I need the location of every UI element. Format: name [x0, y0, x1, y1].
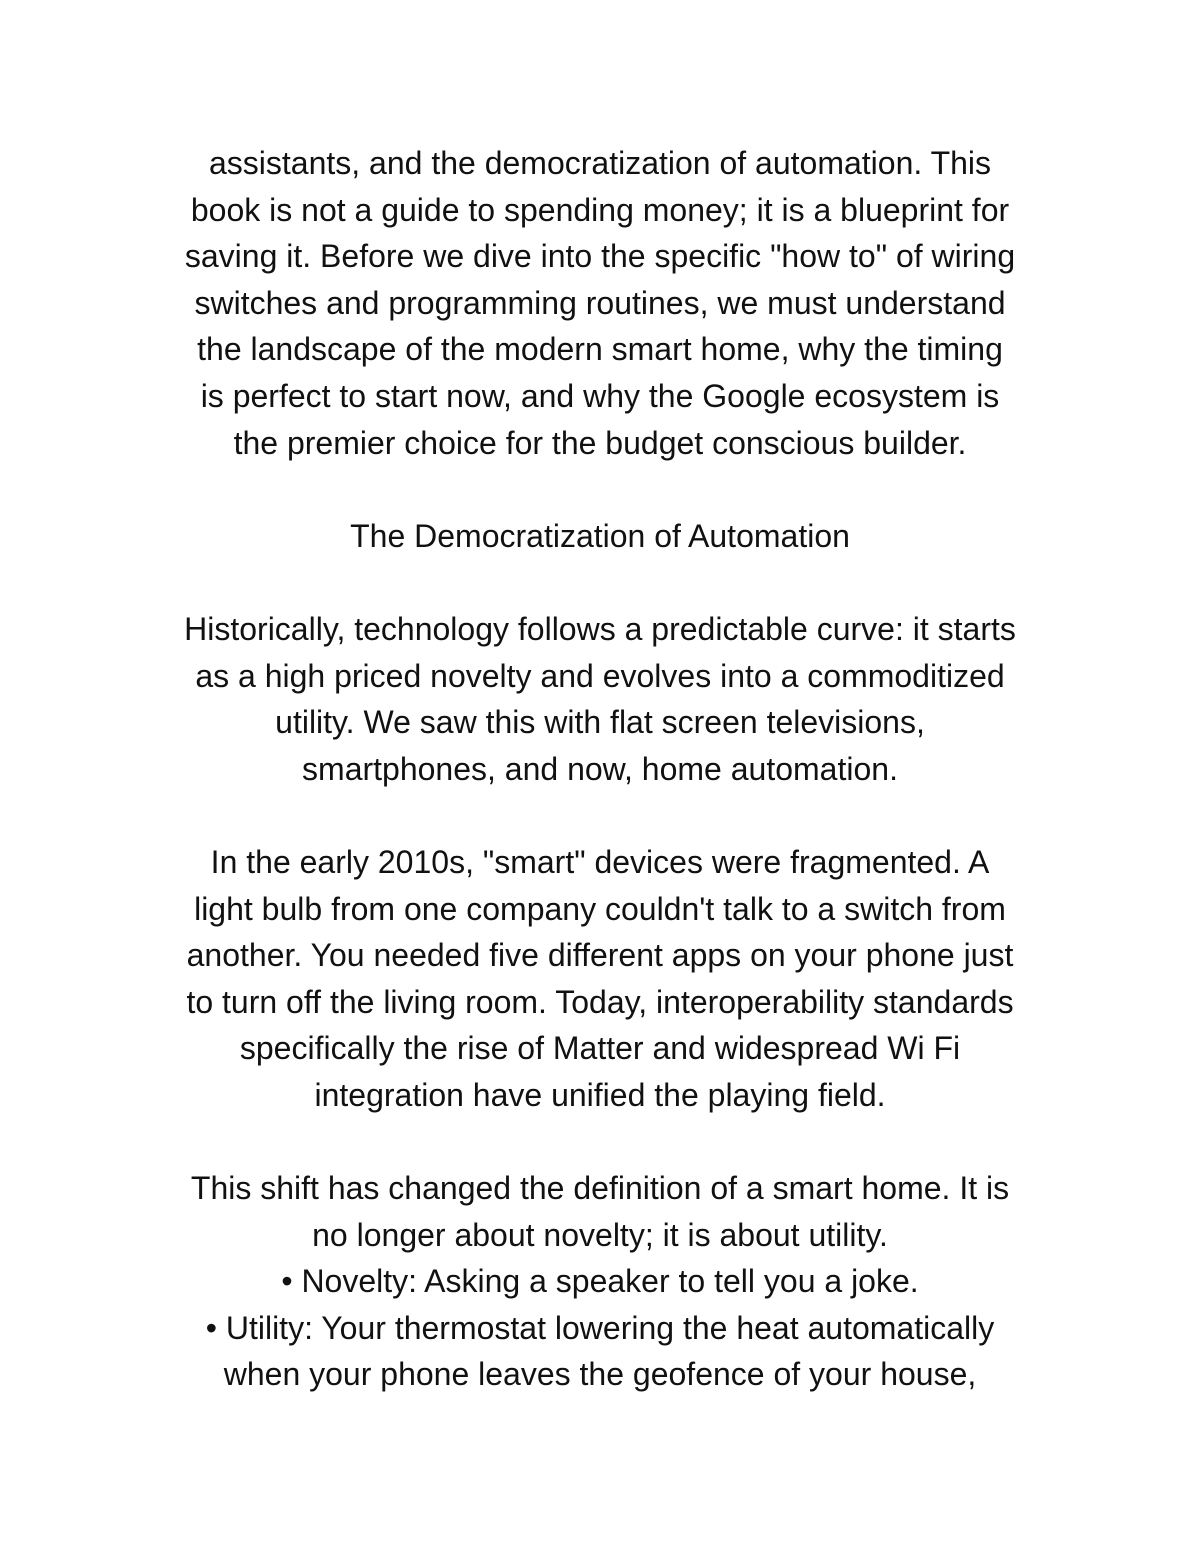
paragraph-gap [130, 792, 1070, 839]
text-line: specifically the rise of Matter and widespread Wi Fi [239, 1030, 961, 1067]
text-line: smartphones, and now, home automation. [302, 750, 898, 787]
list-item-continuation: when your phone leaves the geofence of your house, [223, 1356, 977, 1393]
paragraph-gap [130, 559, 1070, 606]
text-line: assistants, and the democratization of automation. This [208, 145, 992, 181]
list-item: • Novelty: Asking a speaker to tell you a joke. [281, 1263, 919, 1300]
text-line: utility. We saw this with flat screen televisions, [275, 704, 925, 741]
text-line: the premier choice for the budget conscious builder. [233, 424, 967, 461]
section-heading: The Democratization of Automation [350, 517, 850, 554]
text-line: is perfect to start now, and why the Google ecosystem is [200, 377, 1000, 414]
text-line: the landscape of the modern smart home, why the timing [197, 331, 1003, 368]
text-line: saving it. Before we dive into the specific "how to" of wiring [184, 238, 1016, 275]
text-line: This shift has changed the definition of a smart home. It is [190, 1170, 1010, 1207]
fragmentation-paragraph [130, 839, 1070, 1119]
text-line: Historically, technology follows a predictable curve: it starts [184, 610, 1016, 647]
intro-paragraph [130, 140, 1070, 466]
text-line: In the early 2010s, "smart" devices were fragmented. A [210, 843, 990, 880]
text-line: another. You needed five different apps on your phone just [186, 937, 1014, 974]
history-paragraph [130, 606, 1070, 792]
paragraph-gap [130, 1118, 1070, 1165]
text-line: to turn off the living room. Today, interoperability standards [186, 983, 1014, 1020]
text-line: book is not a guide to spending money; it is a blueprint for [190, 191, 1010, 228]
bullet-list [130, 1258, 1070, 1398]
text-line: no longer about novelty; it is about utility. [312, 1216, 888, 1253]
paragraph-gap [130, 466, 1070, 513]
list-item: • Utility: Your thermostat lowering the heat automatically [205, 1309, 995, 1346]
text-line: switches and programming routines, we must understand [194, 284, 1006, 321]
page-text [130, 140, 1070, 1398]
text-line: light bulb from one company couldn't talk to a switch from [194, 890, 1006, 927]
text-line: integration have unified the playing field. [314, 1076, 886, 1113]
text-line: as a high priced novelty and evolves into a commoditized [195, 657, 1005, 694]
shift-paragraph [130, 1165, 1070, 1258]
